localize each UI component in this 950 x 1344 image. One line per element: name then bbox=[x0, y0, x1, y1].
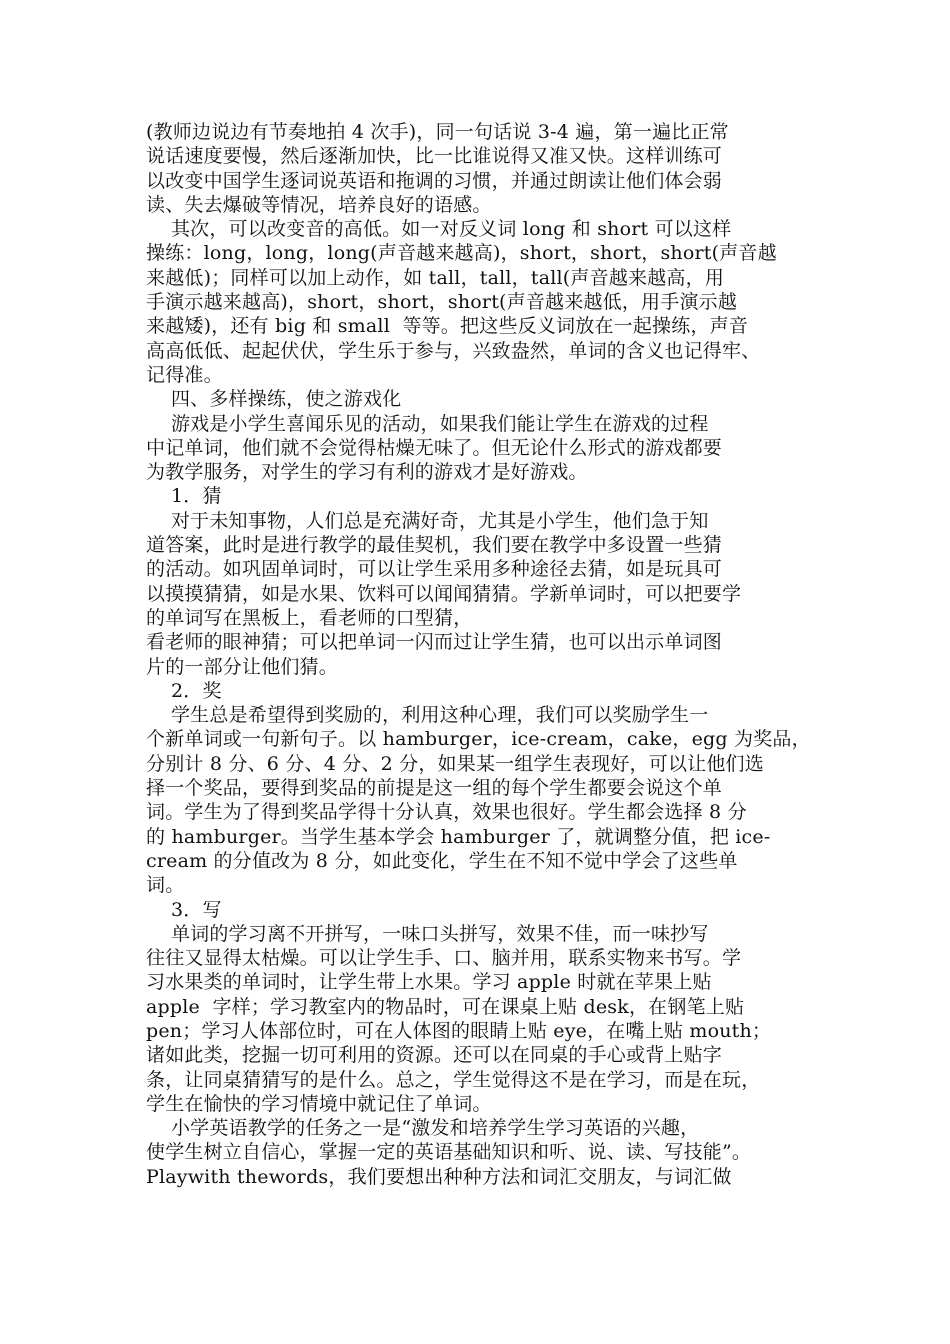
text-line: 的活动。如巩固单词时，可以让学生采用多种途径去猜，如是玩具可 bbox=[146, 558, 723, 581]
text-line: 操练：long，long，long(声音越来越高)，short，short，short(声音越 bbox=[146, 242, 777, 265]
text-line: 来越低)；同样可以加上动作，如 tall，tall，tall(声音越来越高，用 bbox=[146, 266, 725, 289]
text-line: 高高低低、起起伏伏，学生乐于参与，兴致盎然，单词的含义也记得牢、 bbox=[146, 339, 761, 362]
text-line: 习水果类的单词时，让学生带上水果。学习 apple 时就在苹果上贴 bbox=[146, 971, 712, 994]
text-line: 道答案，此时是进行教学的最佳契机，我们要在教学中多设置一些猜 bbox=[146, 534, 723, 557]
text-line: 的单词写在黑板上，看老师的口型猜， bbox=[146, 606, 473, 629]
text-line: 分别计 8 分、6 分、4 分、2 分，如果某一组学生表现好，可以让他们选 bbox=[146, 752, 764, 775]
text-line: 以改变中国学生逐词说英语和拖调的习惯，并通过朗读让他们体会弱 bbox=[146, 169, 723, 192]
text-line: (教师边说边有节奏地拍 4 次手)，同一句话说 3-4 遍，第一遍比正常 bbox=[146, 121, 729, 143]
text-line: 学生总是希望得到奖励的，利用这种心理，我们可以奖励学生一 bbox=[146, 704, 709, 727]
text-line: 对于未知事物，人们总是充满好奇，尤其是小学生，他们急于知 bbox=[146, 509, 709, 532]
text-line: 择一个奖品，要得到奖品的前提是这一组的每个学生都要会说这个单 bbox=[146, 777, 723, 800]
text-line: 诸如此类，挖掘一切可利用的资源。还可以在同桌的手心或背上贴字 bbox=[146, 1044, 723, 1067]
text-line: 词。学生为了得到奖品学得十分认真，效果也很好。学生都会选择 8 分 bbox=[146, 801, 747, 824]
text-line: 游戏是小学生喜闻乐见的活动，如果我们能让学生在游戏的过程 bbox=[146, 412, 709, 435]
text-line: 说话速度要慢，然后逐渐加快，比一比谁说得又准又快。这样训练可 bbox=[146, 145, 723, 168]
text-line: apple 字样；学习教室内的物品时，可在课桌上贴 desk，在钢笔上贴 bbox=[146, 995, 745, 1018]
text-line: 单词的学习离不开拼写，一味口头拼写，效果不佳，而一味抄写 bbox=[146, 922, 709, 945]
section-heading: 四、多样操练，使之游戏化 bbox=[146, 388, 402, 411]
text-line: 个新单词或一句新句子。以 hamburger，ice-cream，cake，egg 为奖品， bbox=[146, 728, 811, 751]
text-line: 条，让同桌猜猜写的是什么。总之，学生觉得这不是在学习，而是在玩， bbox=[146, 1068, 761, 1091]
text-line: 中记单词，他们就不会觉得枯燥无味了。但无论什么形式的游戏都要 bbox=[146, 436, 723, 459]
text-line: 片的一部分让他们猜。 bbox=[146, 655, 339, 678]
text-line: 学生在愉快的学习情境中就记住了单词。 bbox=[146, 1092, 492, 1115]
text-line: 使学生树立自信心，掌握一定的英语基础知识和听、说、读、写技能”。 bbox=[146, 1141, 752, 1164]
text-line: Playwith thewords，我们要想出种种方法和词汇交朋友，与词汇做 bbox=[146, 1165, 732, 1188]
subsection-heading: 2．奖 bbox=[146, 679, 222, 702]
text-line: cream 的分值改为 8 分，如此变化，学生在不知不觉中学会了这些单 bbox=[146, 849, 738, 872]
text-line: 的 hamburger。当学生基本学会 hamburger 了，就调整分值，把 ice- bbox=[146, 825, 771, 848]
text-line: 看老师的眼神猜；可以把单词一闪而过让学生猜，也可以出示单词图 bbox=[146, 631, 723, 654]
text-line: 其次，可以改变音的高低。如一对反义词 long 和 short 可以这样 bbox=[146, 218, 732, 241]
text-line: 词。 bbox=[146, 874, 185, 897]
document-body bbox=[146, 120, 824, 1189]
text-line: 来越矮)，还有 big 和 small 等等。把这些反义词放在一起操练，声音 bbox=[146, 315, 749, 338]
text-line: 为教学服务，对学生的学习有利的游戏才是好游戏。 bbox=[146, 461, 588, 484]
text-line: 记得准。 bbox=[146, 363, 223, 386]
text-line: 手演示越来越高)，short，short，short(声音越来越低，用手演示越 bbox=[146, 291, 738, 314]
text-line: 小学英语教学的任务之一是“激发和培养学生学习英语的兴趣， bbox=[146, 1117, 700, 1140]
subsection-heading: 1．猜 bbox=[146, 485, 222, 508]
text-line: 以摸摸猜猜，如是水果、饮料可以闻闻猜猜。学新单词时，可以把要学 bbox=[146, 582, 742, 605]
text-line: pen；学习人体部位时，可在人体图的眼睛上贴 eye，在嘴上贴 mouth； bbox=[146, 1019, 772, 1042]
text-line: 往往又显得太枯燥。可以让学生手、口、脑并用，联系实物来书写。学 bbox=[146, 947, 742, 970]
text-line: 读、失去爆破等情况，培养良好的语感。 bbox=[146, 193, 492, 216]
subsection-heading: 3．写 bbox=[146, 898, 222, 921]
